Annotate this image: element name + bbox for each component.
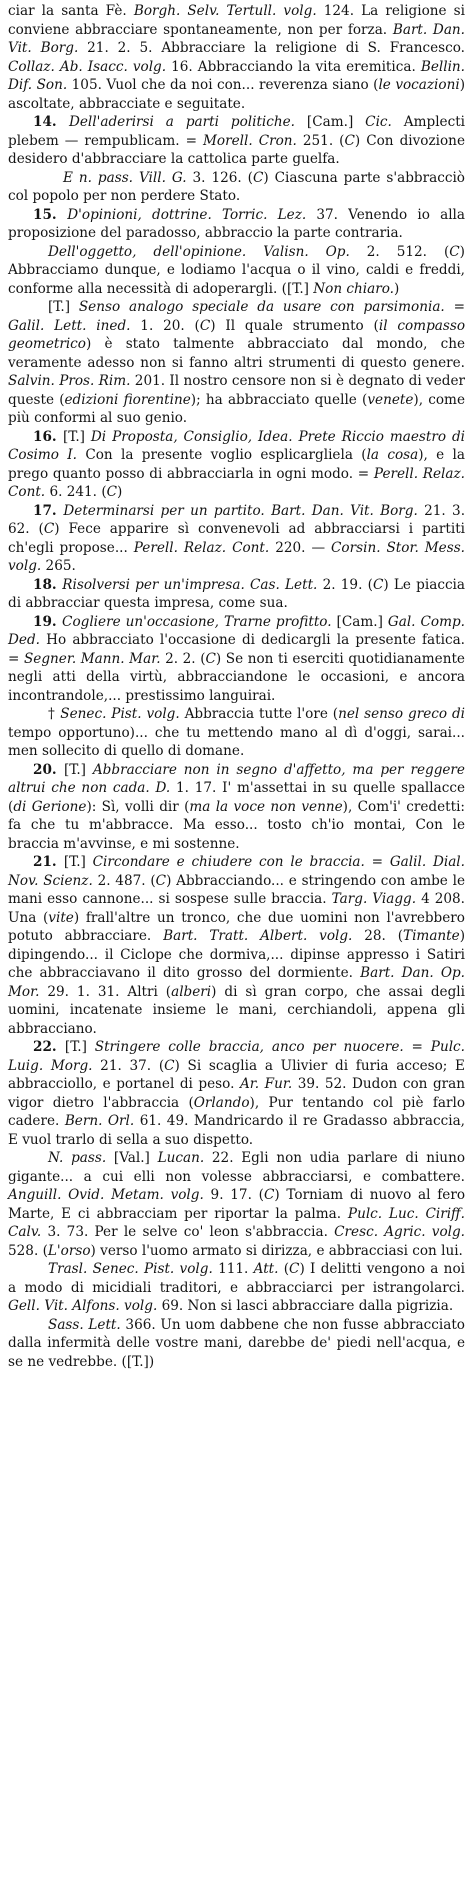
text-run: ): Sì, volli dir (: [86, 798, 190, 815]
text-run: 2. 487. (: [92, 872, 156, 889]
italic-run: C: [449, 243, 460, 260]
text-run: [T.]: [63, 761, 93, 778]
italic-run: Lucan.: [157, 1150, 205, 1166]
text-run: ) di sì gran corpo, che assai degli uomini, incatenate insieme le mani, cerchiandoli, appena gli abbracciano.: [8, 983, 465, 1037]
italic-run: C: [372, 576, 384, 593]
italic-run: Bellin. Dif. Son.: [8, 58, 465, 93]
italic-run: Gell. Vit. Alfons. volg.: [8, 1298, 158, 1314]
sense-number: 19.: [33, 613, 63, 630]
text-run: [Cam.]: [331, 613, 388, 630]
italic-run: Dell'oggetto, dell'opinione.: [48, 243, 247, 260]
italic-run: L'orso: [47, 1242, 91, 1259]
text-run: ) Se non ti eserciti quotidianamente negli atti della virtù, abbracciandone le occasioni, e ancora incontrandole,... prestissimo languirai.: [8, 650, 465, 704]
text-run: Abbraccia tutte l'ore (: [179, 706, 339, 722]
text-run: 265.: [41, 558, 76, 574]
text-run: ) è stato talmente abbracciato dal mondo, che veramente adesso non si fanno altri strumenti di questo genere.: [8, 336, 465, 371]
sense-number: 21.: [33, 854, 64, 870]
sense-number: 15.: [33, 206, 68, 223]
sense-number: 16.: [33, 428, 63, 445]
italic-run: nel senso greco di: [338, 706, 465, 722]
text-run: [T.]: [64, 1039, 95, 1055]
text-run: ) Si scaglia a Ulivier di furia acceso; E abbracciollo, e portanel di peso.: [8, 1057, 465, 1092]
italic-run: Corsin. Stor. Mess. volg.: [8, 539, 465, 574]
italic-run: Orlando: [193, 1094, 250, 1111]
text-run: ) frall'altre un tronco, che due uomini non l'avrebbero potuto abbracciare.: [8, 909, 465, 944]
italic-run: Sass. Lett.: [48, 1316, 121, 1333]
text-run: Con la presente voglio esplicargliela (: [77, 447, 367, 463]
text-run: 69. Non si lasci abbracciare dalla pigrizia.: [157, 1298, 454, 1314]
text-run: ) Il quale strumento (: [210, 317, 379, 334]
text-run: ): [117, 484, 123, 500]
sense-number: 20.: [33, 761, 64, 778]
text-run: [T.]: [63, 854, 93, 870]
italic-run: Timante: [403, 928, 460, 944]
italic-run: Morell. Cron.: [203, 132, 297, 149]
text-run: ) I delitti vengono a noi a modo di micidiali traditori, e abbracciarci per istrangolarci.: [8, 1261, 465, 1296]
italic-run: Abbracciare non in segno d'affetto, ma per reggere altrui che non cada.: [8, 761, 465, 796]
italic-run: le vocazioni: [378, 77, 460, 93]
italic-run: Torric. Lez.: [221, 206, 307, 223]
italic-run: Determinarsi per un partito.: [63, 502, 265, 519]
italic-run: Bart. Dan. Vit. Borg.: [8, 21, 466, 56]
italic-run: Galil. Dial. Nov. Scienz.: [8, 854, 465, 889]
italic-run: Bern. Orl.: [64, 1113, 135, 1129]
italic-run: Cas. Lett.: [250, 576, 318, 593]
italic-run: vite: [48, 909, 74, 926]
italic-run: Non chiaro.: [313, 280, 395, 297]
entry-sense-19: [8, 613, 465, 706]
text-run: 528. (: [8, 1242, 48, 1259]
italic-run: Bart. Tratt. Albert. volg.: [163, 928, 353, 944]
text-run: 1. 17. I' m'assettai in su quelle spallacce (: [8, 780, 465, 815]
italic-run: D.: [155, 780, 171, 796]
text-run: ) Abbracciando... e stringendo con ambe le mani esso cannone... si sospese sulle braccia.: [8, 872, 465, 907]
entry-sense-18: [8, 576, 465, 613]
italic-run: C: [252, 169, 264, 186]
text-run: =: [403, 1039, 431, 1055]
italic-run: Gal. Comp. Ded.: [8, 613, 465, 648]
italic-run: Cic.: [365, 114, 392, 130]
text-run: [T.]: [62, 428, 91, 445]
italic-run: C: [289, 1261, 300, 1277]
text-run: ), Com'i' credetti: fa che tu m'abbracce. Ma esso... tosto ch'io montai, Con le braccia m'avvinse, e mi sostenne.: [8, 798, 465, 852]
text-run: ) Le piaccia di abbracciar questa impresa, come sua.: [8, 576, 466, 611]
entry-sense-15: [8, 206, 465, 243]
text-run: [Val.]: [106, 1150, 158, 1166]
text-run: (: [278, 1261, 290, 1277]
italic-run: Vill. G.: [138, 169, 187, 186]
italic-run: Circondare e chiudere con le braccia.: [92, 854, 365, 870]
italic-run: Targ. Viagg.: [331, 891, 417, 907]
text-run: [T.]: [48, 299, 79, 315]
text-run: 28. (: [352, 928, 404, 944]
text-run: 220. —: [269, 539, 332, 556]
italic-run: di Gerione: [13, 798, 87, 815]
text-run: 2. 512. (: [349, 243, 450, 260]
entry-sense-15-analogous: [8, 298, 465, 428]
entry-paragraph-continuation: [8, 2, 465, 113]
italic-run: Perell. Relaz. Cont.: [133, 539, 270, 556]
text-run: ) Con divozione desidero d'abbracciare la cattolica parte guelfa.: [8, 132, 465, 167]
italic-run: D'opinioni, dottrine.: [67, 206, 212, 223]
text-run: 3. 126. (: [186, 169, 253, 186]
italic-run: il compasso geometrico: [8, 317, 466, 352]
italic-run: Salvin. Pros. Rim.: [8, 373, 131, 389]
italic-run: ma la voce non venne: [189, 798, 343, 815]
italic-run: C: [199, 317, 211, 334]
text-run: ): [394, 280, 400, 297]
entry-sense-19-greek: [8, 705, 465, 761]
italic-run: C: [263, 1187, 275, 1203]
italic-run: alberi: [171, 983, 212, 1000]
entry-sense-22-passive: [8, 1149, 465, 1260]
italic-run: N. pass.: [48, 1150, 107, 1166]
text-run: ) ascoltate, abbracciate e seguitate.: [8, 77, 466, 112]
italic-run: C: [106, 484, 118, 500]
italic-run: Pulc. Luig. Morg.: [8, 1039, 465, 1074]
italic-run: C: [205, 650, 216, 667]
entry-sense-14: [8, 113, 465, 169]
italic-run: Pulc. Luc. Ciriff. Calv.: [8, 1205, 466, 1240]
text-run: ciar la santa Fè.: [8, 3, 134, 19]
italic-run: C: [344, 132, 355, 149]
text-run: 251. (: [296, 132, 345, 149]
italic-run: Di Proposta, Consiglio, Idea.: [90, 428, 293, 445]
italic-run: C: [43, 521, 55, 537]
entry-sense-17: [8, 502, 465, 576]
text-run: ), Pur tentando col piè farlo cadere.: [8, 1094, 465, 1129]
text-run: ) Torniam di nuovo al fero Marte, E ci abbracciam per riportar la palma.: [8, 1187, 466, 1222]
italic-run: la cosa: [366, 447, 419, 463]
text-run: 1. 20. (: [130, 317, 200, 334]
text-run: 21. 37. (: [92, 1057, 165, 1074]
text-run: 61. 49. Mandricardo il re Gradasso abbraccia, E vuol trarlo di sella a suo dispetto.: [8, 1113, 465, 1148]
italic-run: Senec. Pist. volg.: [92, 1261, 213, 1277]
text-run: 3. 73. Per le selve co' leon s'abbraccia.: [41, 1224, 335, 1240]
text-run: 22. Egli non udia parlare di niuno gigante... a cui elli non volesse abbracciarsi, e combattere.: [8, 1150, 466, 1185]
italic-run: Cogliere un'occasione, Trarne profitto.: [62, 613, 332, 630]
italic-run: Prete Riccio maestro di Cosimo I.: [8, 428, 466, 463]
entry-sense-21: [8, 853, 465, 1038]
text-run: 6. 241. (: [45, 484, 107, 500]
entry-sense-22-sassetti: [8, 1316, 465, 1372]
text-run: †: [48, 706, 61, 722]
text-run: [Cam.]: [295, 114, 366, 130]
text-run: =: [364, 854, 390, 870]
text-run: ) Ciascuna parte s'abbracciò col popolo per non perdere Stato.: [8, 169, 465, 204]
text-run: 21. 3. 62. (: [8, 502, 466, 537]
italic-run: Ar. Fur.: [239, 1076, 293, 1092]
italic-run: venete: [367, 391, 414, 408]
entry-sense-14-passive: [8, 169, 465, 206]
italic-run: Cresc. Agric. volg.: [334, 1224, 466, 1240]
text-run: 2. 19. (: [317, 576, 373, 593]
text-run: ) dipingendo... il Ciclope che dormiva,... dipinse appresso i Satiri che abbracciavano il dito grosso del dormiente.: [8, 928, 465, 981]
italic-run: Borgh. Selv. Tertull. volg.: [133, 3, 317, 19]
text-run: 124. La religione si conviene abbracciare spontaneamente, non per forza.: [8, 3, 465, 38]
italic-run: Bart. Dan. Op. Mor.: [8, 965, 465, 1000]
text-run: ) verso l'uomo armato si dirizza, e abbracciasi con lui.: [90, 1242, 463, 1259]
italic-run: Segner. Mann. Mar.: [23, 650, 161, 667]
text-run: 4 208. Una (: [8, 891, 466, 926]
text-run: tempo opportuno)... che tu mettendo mano al dì d'oggi, sarai... men sollecito di quello di domane.: [8, 724, 465, 759]
text-run: 201. Il nostro censore non si è degnato di veder queste (: [8, 373, 465, 408]
italic-run: Senec. Pist. volg.: [60, 706, 180, 722]
entry-sense-20: [8, 761, 465, 854]
text-run: [212, 207, 222, 223]
text-run: Amplecti plebem — rempublicam. =: [8, 114, 466, 149]
entry-sense-22: [8, 1038, 465, 1149]
text-run: ), e la prego quanto posso di abbracciarla in ogni modo. =: [8, 447, 465, 482]
sense-number: 18.: [33, 576, 63, 593]
text-run: 105. Vuol che da noi con... reverenza siano (: [67, 77, 379, 93]
text-run: 9. 17. (: [203, 1187, 264, 1203]
text-run: [246, 244, 263, 260]
text-run: Ho abbracciato l'occasione di dedicargli la presente fatica. =: [8, 632, 465, 667]
italic-run: Anguill. Ovid. Metam. volg.: [8, 1187, 204, 1203]
italic-run: E n. pass.: [63, 169, 133, 186]
sense-number: 22.: [33, 1039, 65, 1055]
entry-sense-16: [8, 428, 465, 502]
text-run: 2. 2. (: [160, 650, 206, 667]
italic-run: Galil. Lett. ined.: [8, 317, 131, 334]
text-run: ), come più conformi al suo genio.: [8, 391, 465, 426]
text-run: 21. 2. 5. Abbracciare la religione di S. Francesco.: [78, 40, 465, 56]
text-run: 16. Abbracciando la vita eremitica.: [166, 58, 421, 75]
text-run: =: [444, 299, 466, 315]
italic-run: Stringere colle braccia, anco per nuocere.: [94, 1039, 404, 1055]
italic-run: C: [164, 1057, 175, 1074]
italic-run: Perell. Relaz. Cont.: [8, 465, 465, 500]
entry-sense-22-figurative: [8, 1260, 465, 1316]
italic-run: Collaz. Ab. Isacc. volg.: [8, 58, 167, 75]
sense-number: 14.: [33, 114, 69, 130]
text-run: 29. 1. 31. Altri (: [39, 983, 172, 1000]
text-run: 366. Un uom dabbene che non fusse abbracciato dalla infermità delle vostre mani, darebbe de' piedi nell'acqua, e se ne vedrebbe. ([T.]): [8, 1316, 465, 1370]
entry-sense-15-object: [8, 243, 465, 299]
sense-number: 17.: [33, 502, 64, 519]
text-run: ); ha abbracciato quelle (: [190, 391, 368, 408]
text-run: ) Abbracciamo dunque, e lodiamo l'acqua o il vino, caldi e freddi, conforme alla necessità di adoperargli. ([T.]: [8, 243, 465, 297]
italic-run: Bart. Dan. Vit. Borg.: [271, 502, 418, 519]
text-run: 37. Venendo io alla proposizione del paradosso, abbraccio la parte contraria.: [8, 206, 465, 241]
italic-run: Valisn. Op.: [263, 243, 350, 260]
italic-run: Trasl.: [48, 1261, 88, 1277]
italic-run: Dell'aderirsi a parti politiche.: [68, 114, 295, 130]
text-run: 39. 52. Dudon con gran vigor dietro l'abbraccia (: [8, 1076, 465, 1111]
italic-run: Risolversi per un'impresa.: [62, 576, 245, 593]
italic-run: Att.: [253, 1261, 279, 1277]
italic-run: C: [155, 872, 167, 889]
italic-run: edizioni fiorentine: [64, 391, 191, 408]
text-run: 111.: [212, 1261, 254, 1277]
text-run: ) Fece apparire sì convenevoli ad abbracciarsi i partiti ch'egli propose...: [8, 521, 465, 556]
italic-run: Senso analogo speciale da usare con parsimonia.: [78, 299, 445, 315]
